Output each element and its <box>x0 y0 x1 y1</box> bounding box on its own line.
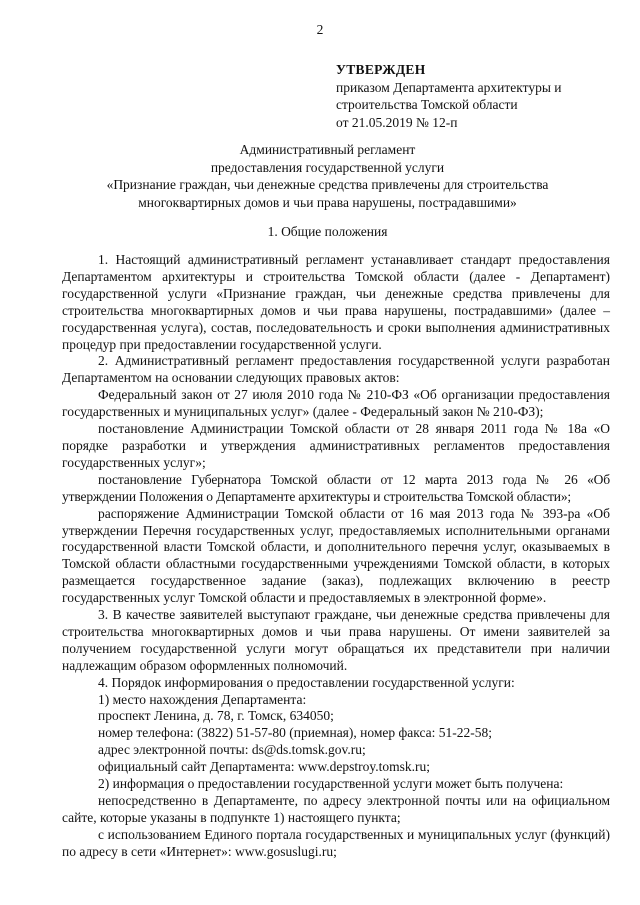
phone-line: номер телефона: (3822) 51-57-80 (приемная), номер факса: 51-22-58; <box>98 725 492 741</box>
paragraph-direct-contact: непосредственно в Департаменте, по адресу электронной почты или на официальном сайте, которые указаны в подпункте 1) настоящего пункта; <box>62 793 610 825</box>
page-number: 2 <box>316 22 324 37</box>
title-line: «Признание граждан, чьи денежные средства привлечены для строительства <box>106 177 549 192</box>
document-title <box>50 141 605 211</box>
paragraph-1: 1. Настоящий административный регламент устанавливает стандарт предоставления Департаментом архитектуры и строительства Томской области (далее - Департамент) государственной услуги «Признание граждан, чьи денежные средства привлечены для строительства многоквартирных домов и чьи права нарушены, пострадавшими» (далее – государственная услуга), состав, последовательность и сроки выполнения административных процедур при предоставлении государственной услуги. <box>62 252 610 352</box>
paragraph-governor-resolution: постановление Губернатора Томской области от 12 марта 2013 года № 26 «Об утверждении Положения о Департаменте архитектуры и строительства Томской области»; <box>62 471 610 504</box>
paragraph-administration-resolution: постановление Администрации Томской области от 28 января 2011 года № 18а «О порядке разработки и утверждения административных регламентов предоставления государственных услуг»; <box>62 421 610 470</box>
paragraph-4: 4. Порядок информирования о предоставлении государственной услуги: <box>98 674 515 690</box>
approval-line-date: от 21.05.2019 № 12-п <box>336 114 458 130</box>
paragraph-3: 3. В качестве заявителей выступают граждане, чьи денежные средства привлечены для строительства многоквартирных домов и чьи права нарушены. От имени заявителей за получением государственной услуги могут обращаться их представители при наличии надлежащим образом оформленных полномочий. <box>62 607 610 673</box>
paragraph-administration-order: распоряжение Администрации Томской области от 16 мая 2013 года № 393-ра «Об утверждении Перечня государственных услуг, предоставляемых исполнительными органами государственной власти Томской области, и дополнительного перечня услуг, оказываемых в Томской области областными государственными учреждениями Томской области, в которых размещается государственное задание (заказ), подлежащих включению в реестр государственных услуг Томской области и предоставляемых в электронной форме». <box>62 505 610 606</box>
paragraph-portal: с использованием Единого портала государственных и муниципальных услуг (функций) по адресу в сети «Интернет»: www.gosuslugi.ru; <box>62 826 610 859</box>
list-item-information: 2) информация о предоставлении государственной услуги может быть получена: <box>98 776 564 792</box>
title-line: Административный регламент <box>239 142 416 157</box>
document-body <box>62 252 610 861</box>
paragraph-2: 2. Административный регламент предоставления государственной услуги разработан Департаментом на основании следующих правовых актов: <box>62 353 610 386</box>
website-line: официальный сайт Департамента: www.depstroy.tomsk.ru; <box>98 759 430 775</box>
list-item-location: 1) место нахождения Департамента: <box>98 691 307 707</box>
approval-block <box>336 61 606 131</box>
approval-line-order: приказом Департамента архитектуры и <box>336 79 562 95</box>
address-line: проспект Ленина, д. 78, г. Томск, 634050; <box>98 708 334 724</box>
title-line: предоставления государственной услуги <box>210 159 445 175</box>
section-heading: 1. Общие положения <box>267 224 388 239</box>
approval-line-department: строительства Томской области <box>336 97 518 112</box>
email-line: адрес электронной почты: ds@ds.tomsk.gov.ru; <box>98 742 366 758</box>
paragraph-federal-law: Федеральный закон от 27 июля 2010 года № 210-ФЗ «Об организации предоставления государственных и муниципальных услуг» (далее - Федеральный закон № 210-ФЗ); <box>62 387 610 420</box>
title-line: многоквартирных домов и чьи права нарушены, пострадавшими» <box>138 194 517 210</box>
approval-word: УТВЕРЖДЕН <box>336 62 426 77</box>
